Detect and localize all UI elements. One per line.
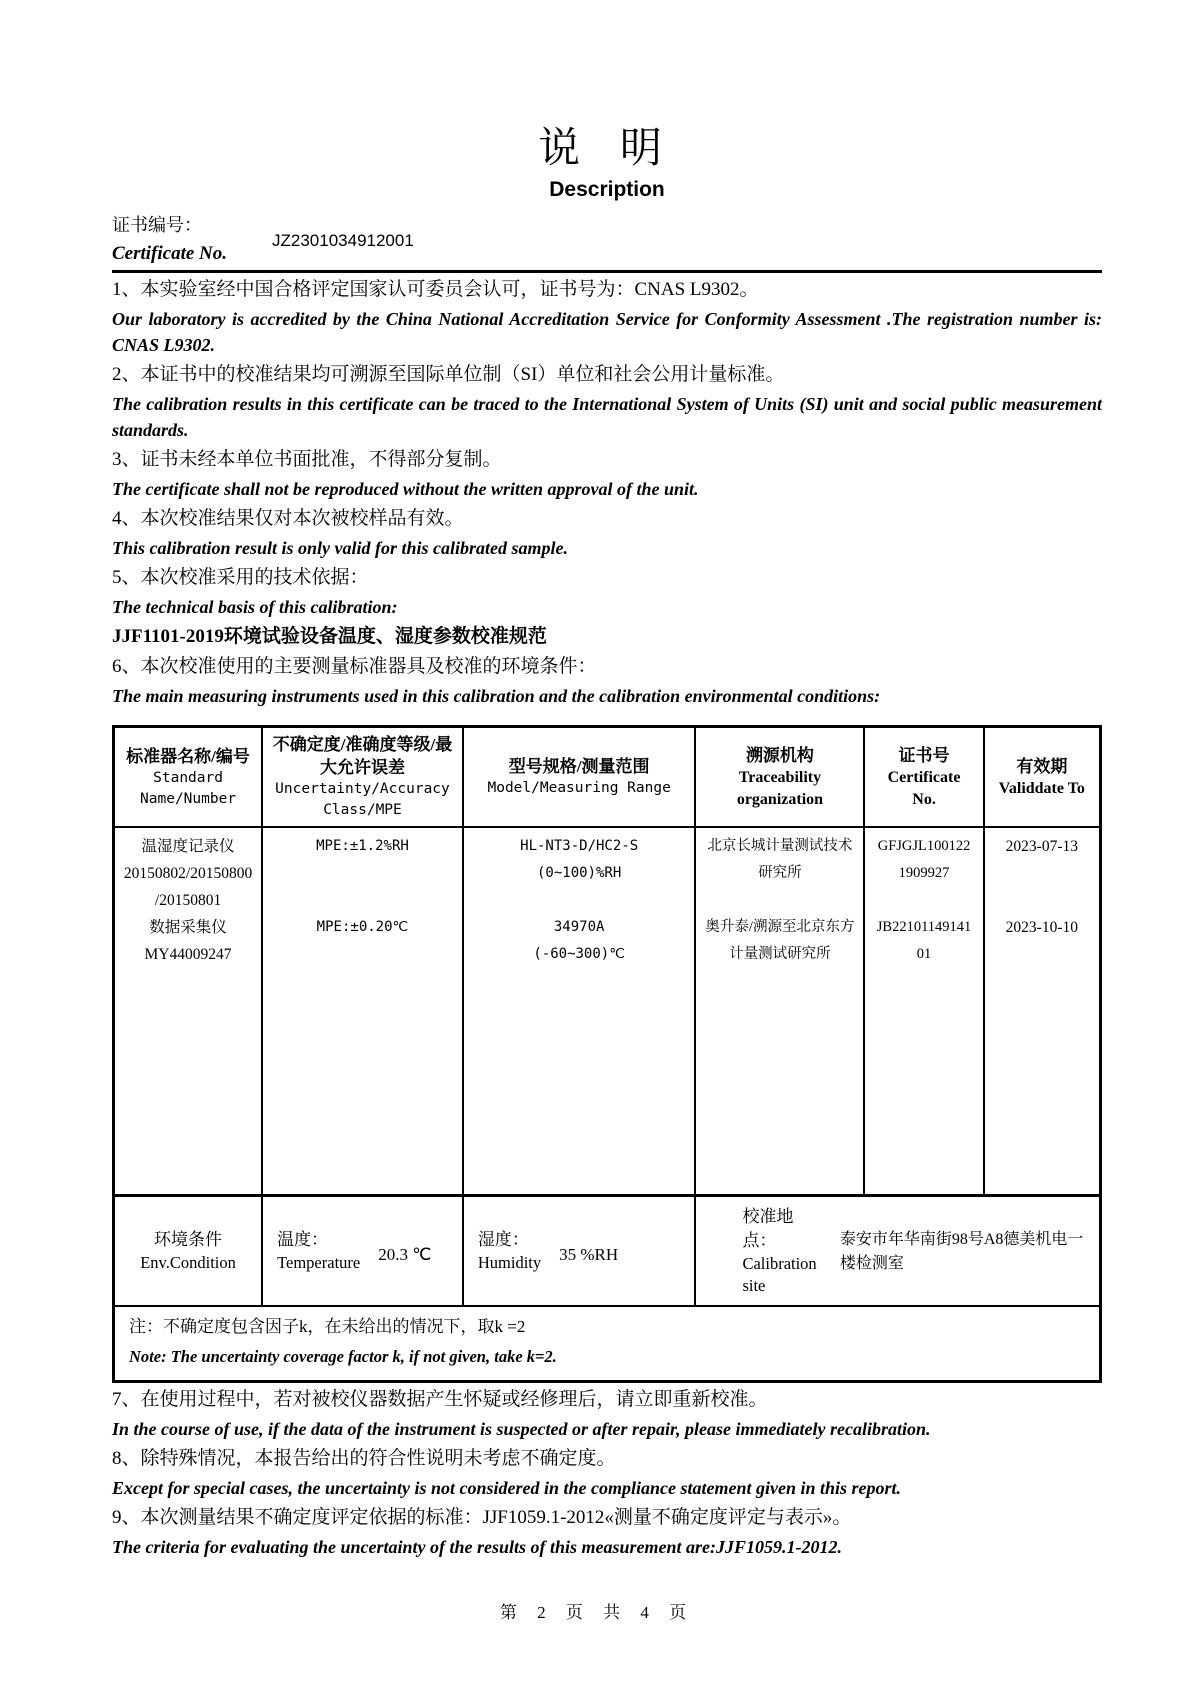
item-6-zh: 6、本次校准使用的主要测量标准器具及校准的环境条件： [112,656,597,677]
certificate-description-page [112,0,1102,1560]
item-5-zh: 5、本次校准采用的技术依据： [112,567,369,588]
page-title-en: Description [549,178,665,201]
certificate-number-block [112,211,1102,267]
header-traceability-zh: 溯源机构 [745,745,814,765]
temperature-label-zh: 温度： [277,1230,329,1249]
temperature-label-en: Temperature [277,1253,361,1272]
body-cell-valid-date: 2023-07-13 2023-10-10 [1005,838,1078,936]
item-1-en: Our laboratory is accredited by the China National Accreditation Service for Conformity Assessment .The registration number is: CNAS L9302. [112,309,1102,355]
humidity-label-en: Humidity [477,1253,542,1272]
header-valid-date-zh: 有效期 [1016,756,1068,776]
header-certificate-no-en1: Certificate [887,768,961,786]
item-1-zh: 1、本实验室经中国合格评定国家认可委员会认可，证书号为：CNAS L9302。 [112,279,759,300]
body-cell-uncertainty: MPE:±1.2%RH MPE:±0.20℃ [263,828,464,1194]
item-9-zh: 9、本次测量结果不确定度评定依据的标准：JJF1059.1-2012«测量不确定度评定与表示»。 [112,1507,852,1528]
header-standard-name-en2: Name/Number [140,790,237,807]
table-note-row [115,1305,1099,1380]
header-cell-model-range [464,728,697,828]
env-label-zh: 环境条件 [154,1230,223,1249]
header-divider [112,270,1102,273]
certificate-no-label-zh: 证书编号： [112,215,202,235]
note-zh: 注：不确定度包含因子k，在未给出的情况下，取k =2 [129,1317,526,1336]
header-valid-date-en: Validdate To [998,779,1085,797]
body-cell-model-range: HL-NT3-D/HC2-S (0~100)%RH 34970A (-60~300)℃ [464,828,697,1194]
table-body-row [115,828,1099,1194]
header-certificate-no-zh: 证书号 [898,745,950,765]
temperature-value: 20.3 ℃ [378,1245,432,1264]
header-cell-uncertainty [263,728,464,828]
note-en: Note: The uncertainty coverage factor k, if not given, take k=2. [129,1347,557,1366]
item-4-en: This calibration result is only valid for this calibrated sample. [112,538,569,558]
env-humidity-cell [464,1197,697,1305]
header-uncertainty-zh: 不确定度/准确度等级/最大允许误差 [272,735,453,777]
humidity-label-zh: 湿度： [477,1230,529,1249]
item-2-zh: 2、本证书中的校准结果均可溯源至国际单位制（SI）单位和社会公用计量标准。 [112,364,785,385]
env-label-en: Env.Condition [140,1253,236,1272]
item-8-zh: 8、除特殊情况，本报告给出的符合性说明未考虑不确定度。 [112,1448,616,1469]
calibration-site-label-zh: 校准地点： [742,1207,794,1250]
item-2-en: The calibration results in this certificate can be traced to the International System of Units (SI) unit and social public measurement standards. [112,394,1102,440]
body-cell-standard-name: 温湿度记录仪 20150802/20150800 /20150801 数据采集仪 MY44009247 [115,828,263,1194]
standards-table [112,725,1102,1383]
page-number-footer: 第 2 页 共 4 页 [499,1603,691,1622]
header-standard-name-zh: 标准器名称/编号 [126,746,250,766]
body-cell-certificate-no: GFJGJL100122 1909927 JB22101149141 01 [865,828,984,1194]
table-header-row [115,728,1099,828]
item-9-en: The criteria for evaluating the uncertainty of the results of this measurement are:JJF1059.1-2012. [112,1537,843,1557]
body-cell-traceability: 北京长城计量测试技术 研究所 奥升泰/溯源至北京东方 计量测试研究所 [696,828,865,1194]
item-6-en: The main measuring instruments used in this calibration and the calibration environmental conditions: [112,686,881,706]
header-uncertainty-en2: Class/MPE [323,802,402,818]
calibration-site-label-en: Calibration site [742,1254,817,1295]
header-traceability-en2: organization [736,790,824,808]
environment-conditions-row [115,1194,1099,1305]
header-model-range-en: Model/Measuring Range [487,780,671,796]
env-temperature-cell [263,1197,464,1305]
header-uncertainty-en1: Uncertainty/Accuracy [275,781,450,797]
certificate-number: JZ2301034912001 [272,231,414,250]
header-model-range-zh: 型号规格/测量范围 [508,757,650,776]
item-3-zh: 3、证书未经本单位书面批准，不得部分复制。 [112,449,502,470]
header-cell-valid-date [985,728,1099,828]
header-cell-certificate-no [865,728,984,828]
item-7-en: In the course of use, if the data of the instrument is suspected or after repair, please immediately recalibration. [112,1419,931,1439]
header-traceability-en1: Traceability [738,768,822,786]
page-title-zh: 说 明 [538,124,676,171]
header-certificate-no-en2: No. [912,790,936,808]
item-4-zh: 4、本次校准结果仅对本次被校样品有效。 [112,508,464,529]
header-cell-traceability [696,728,865,828]
header-standard-name-en1: Standard [153,769,223,786]
item-5-standard-ref: JJF1101-2019环境试验设备温度、湿度参数校准规范 [112,626,547,647]
header-cell-standard-name [115,728,263,828]
item-8-en: Except for special cases, the uncertainty is not considered in the compliance statement given in this report. [112,1478,901,1498]
env-condition-label-cell [115,1197,263,1305]
item-3-en: The certificate shall not be reproduced without the written approval of the unit. [112,479,699,499]
calibration-site-cell [696,1197,1099,1305]
calibration-site-value: 泰安市年华南街98号A8德美机电一楼检测室 [839,1231,1084,1272]
item-5-en: The technical basis of this calibration: [112,597,398,617]
humidity-value: 35 %RH [559,1245,619,1264]
item-7-zh: 7、在使用过程中，若对被校仪器数据产生怀疑或经修理后，请立即重新校准。 [112,1389,768,1410]
certificate-no-label-en: Certificate No. [112,243,228,264]
